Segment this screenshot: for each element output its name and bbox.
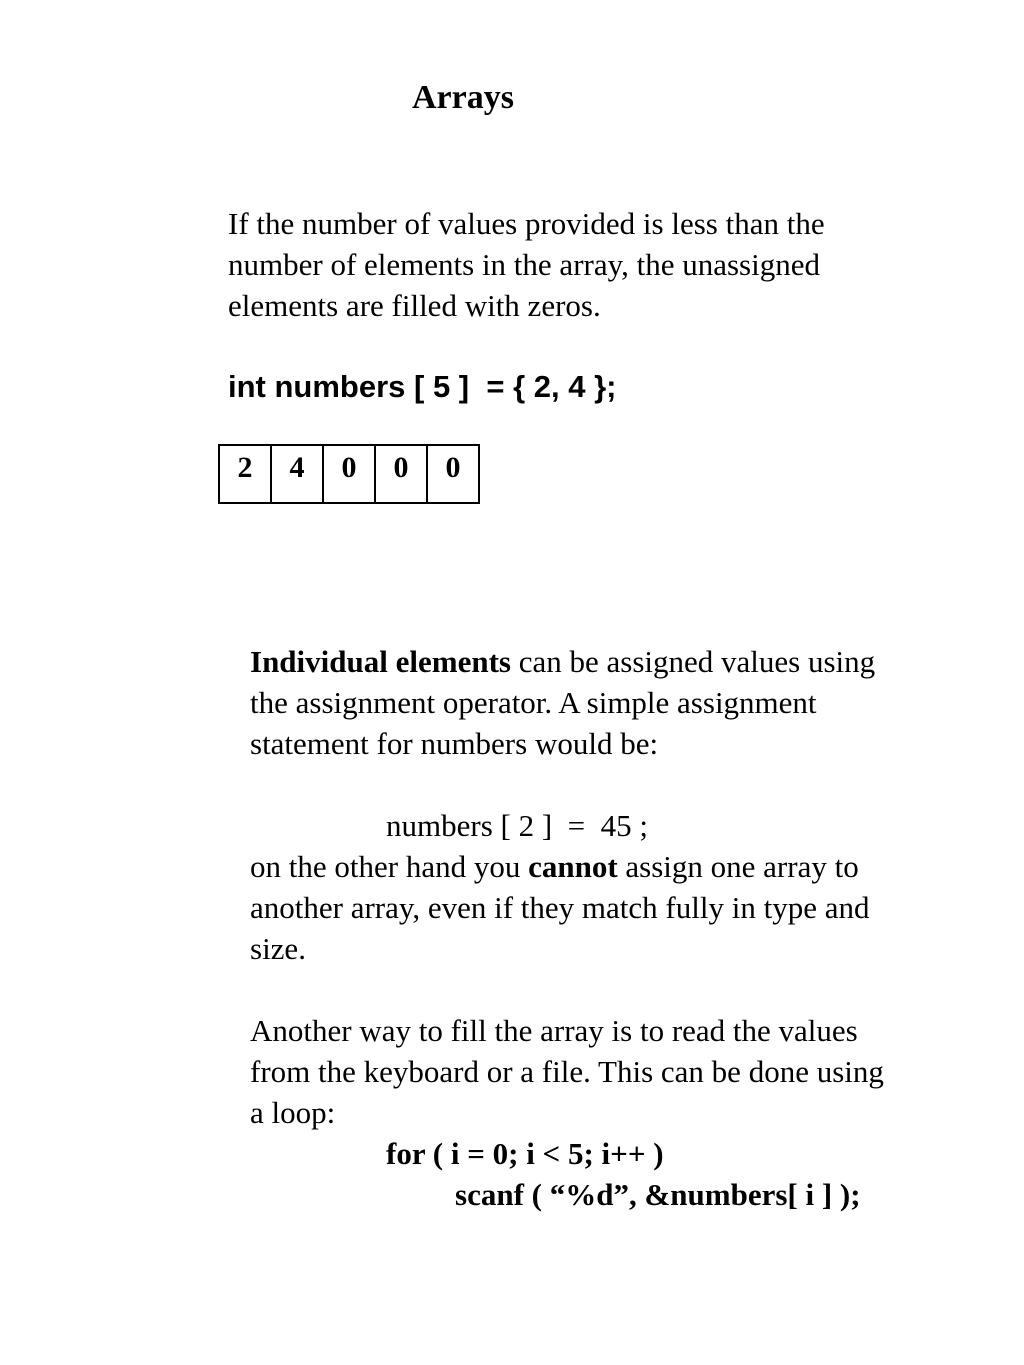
individual-line: the assignment operator. A simple assignment	[250, 685, 817, 720]
cannot-term: cannot	[528, 849, 618, 884]
individual-line-rest: can be assigned values using	[510, 644, 876, 679]
array-cell: 0	[375, 445, 427, 503]
assignment-statement: numbers [ 2 ] = 45 ;	[386, 808, 649, 843]
individual-elements-term: Individual elements	[250, 644, 511, 679]
array-cell: 4	[271, 445, 323, 503]
array-declaration: int numbers [ 5 ] = { 2, 4 };	[228, 369, 617, 404]
scanf-line: scanf ( “%d”, &numbers[ i ] );	[455, 1177, 861, 1212]
array-diagram	[218, 444, 480, 504]
loop-intro-line: from the keyboard or a file. This can be done using	[250, 1054, 884, 1089]
cannot-line-before: on the other hand you	[250, 849, 529, 884]
intro-line: number of elements in the array, the unassigned	[228, 247, 820, 282]
loop-intro-paragraph	[250, 1010, 884, 1133]
individual-elements-paragraph	[250, 641, 875, 764]
loop-intro-line: Another way to fill the array is to read the values	[250, 1013, 858, 1048]
page-title: Arrays	[412, 79, 514, 116]
array-cell: 0	[427, 445, 479, 503]
cannot-line-after: assign one array to	[617, 849, 859, 884]
loop-intro-line: a loop:	[250, 1095, 336, 1130]
intro-paragraph	[228, 203, 825, 326]
cannot-line: another array, even if they match fully in type and	[250, 890, 870, 925]
individual-line: statement for numbers would be:	[250, 726, 659, 761]
for-loop-line: for ( i = 0; i < 5; i++ )	[386, 1136, 664, 1171]
intro-line: elements are filled with zeros.	[228, 288, 601, 323]
cannot-line: size.	[250, 931, 306, 966]
array-cell: 0	[323, 445, 375, 503]
cannot-paragraph	[250, 846, 869, 969]
intro-line: If the number of values provided is less than the	[228, 206, 825, 241]
array-cell: 2	[219, 445, 271, 503]
